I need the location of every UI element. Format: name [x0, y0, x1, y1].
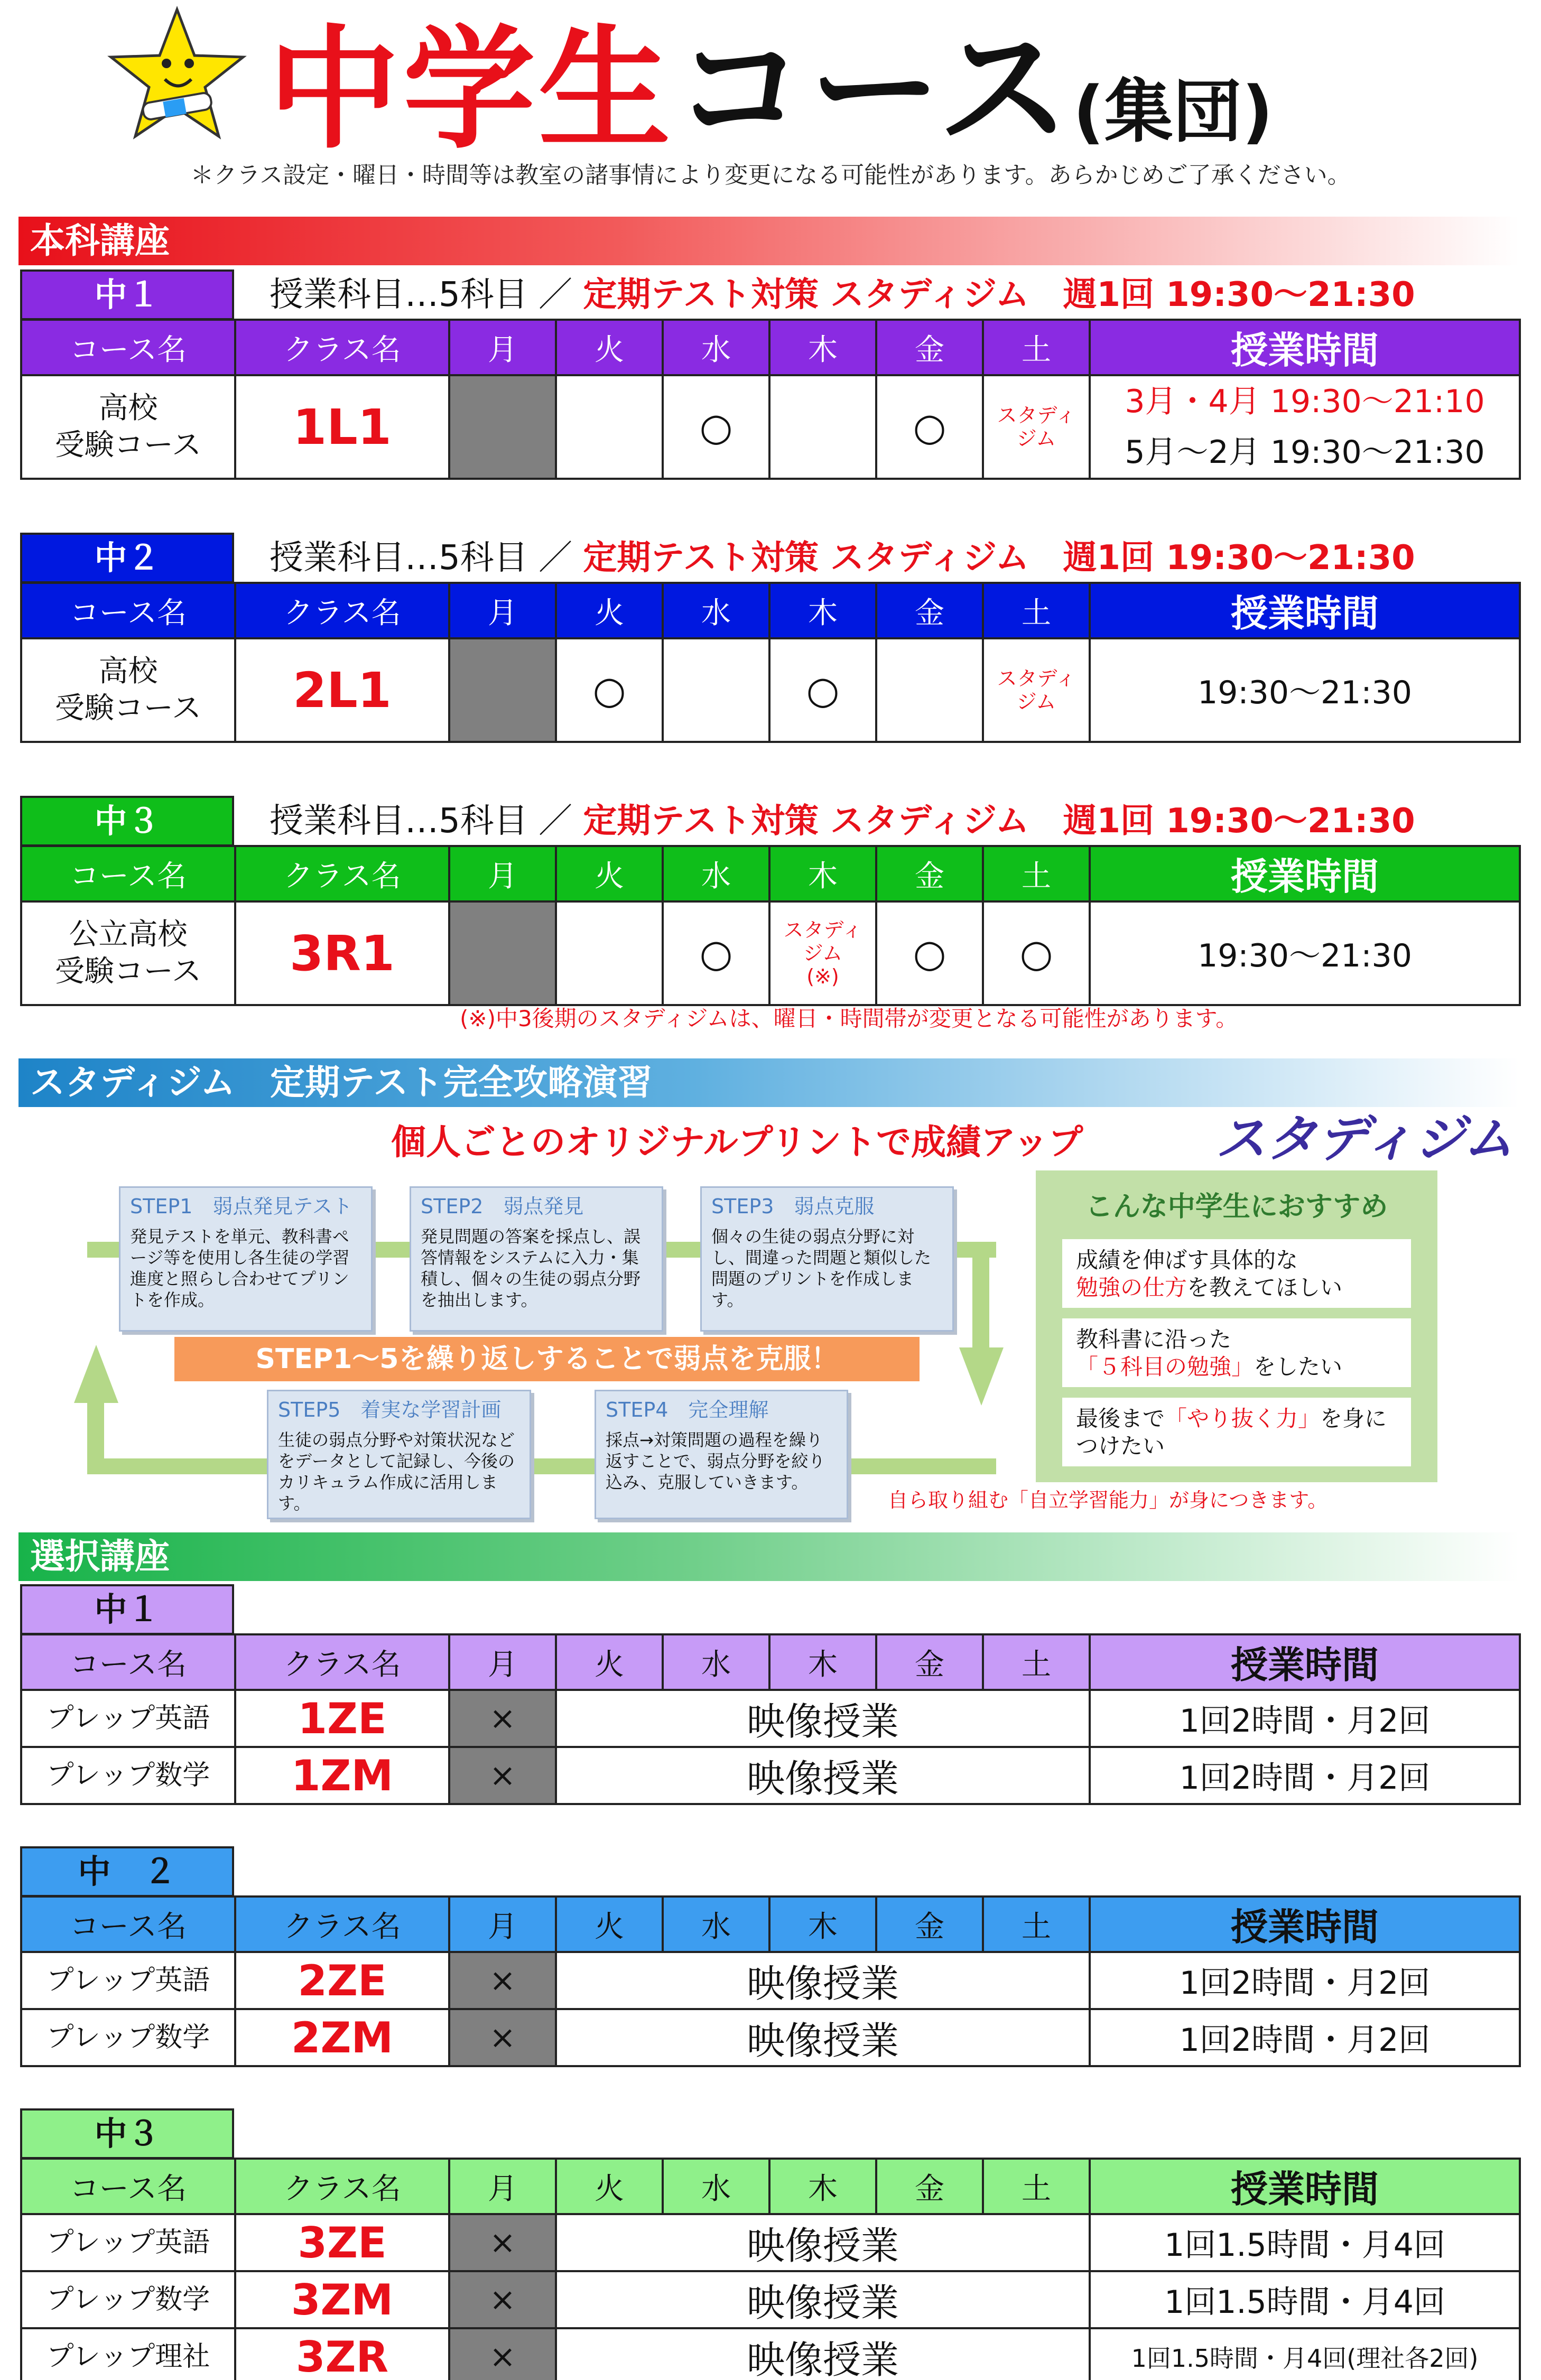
header-thu: 木	[769, 320, 876, 375]
header-fri: 金	[876, 320, 983, 375]
course-name: プレップ数学	[21, 1747, 235, 1804]
video-lesson: 映像授業	[556, 1747, 1090, 1804]
video-lesson: 映像授業	[556, 2214, 1090, 2271]
section-banner-elective: 選択講座	[18, 1532, 1519, 1581]
step1-title: STEP1 弱点発見テスト	[130, 1195, 352, 1218]
step2-box	[410, 1186, 663, 1332]
header-thu: 木	[769, 1634, 876, 1690]
studigym-logo: スタディジム	[1215, 1109, 1514, 1168]
grade-label-2: 中２	[20, 533, 234, 583]
class-name: 3R1	[235, 901, 449, 1005]
class-name: 2ZE	[235, 1952, 449, 2009]
elective-table-grade2	[20, 1895, 1521, 2067]
grade2-info: 授業科目…5科目 ／ 定期テスト対策 スタディジム 週1回 19:30〜21:30	[270, 538, 1415, 578]
class-name: 2L1	[235, 638, 449, 742]
header-sat: 土	[983, 320, 1090, 375]
day-sat-cell: ○	[983, 901, 1090, 1005]
header-wed: 水	[663, 320, 769, 375]
elective-grade-label-2: 中 ２	[20, 1846, 234, 1897]
day-wed-cell: ○	[663, 901, 769, 1005]
loop-bottom	[87, 1458, 996, 1474]
class-name: 1L1	[235, 375, 449, 479]
elective-table-grade1	[20, 1633, 1521, 1805]
recommend-panel	[1036, 1170, 1437, 1482]
step5-body: 生徒の弱点分野や対策状況などをデータとして記録し、今後のカリキュラム作成に活用します。	[278, 1430, 515, 1513]
repeat-banner: STEP1〜5を繰り返しすることで弱点を克服！	[174, 1337, 920, 1381]
day-fri-cell	[876, 638, 983, 742]
video-lesson: 映像授業	[556, 1952, 1090, 2009]
header-class: クラス名	[235, 1896, 449, 1952]
header-sat: 土	[983, 1634, 1090, 1690]
day-mon-cell: ×	[449, 2271, 556, 2328]
class-time: 1回2時間・月2回	[1090, 1952, 1520, 2009]
header-class: クラス名	[235, 320, 449, 375]
video-lesson: 映像授業	[556, 2328, 1090, 2380]
header-fri: 金	[876, 1634, 983, 1690]
studigym-bottom-note: 自ら取り組む「自立学習能力」が身につきます。	[888, 1489, 1328, 1512]
step3-title: STEP3 弱点克服	[711, 1195, 875, 1218]
class-time: 1回2時間・月2回	[1090, 2009, 1520, 2066]
header-tue: 火	[556, 1634, 663, 1690]
loop-left	[87, 1395, 104, 1474]
grade-label-1: 中１	[20, 269, 234, 320]
course-name: 公立高校 受験コース	[21, 901, 235, 1005]
course-name: プレップ数学	[21, 2271, 235, 2328]
grade-label-3: 中３	[20, 796, 234, 847]
class-name: 1ZM	[235, 1747, 449, 1804]
day-mon-cell: ×	[449, 1690, 556, 1747]
class-time: 1回1.5時間・月4回(理社各2回)	[1090, 2328, 1520, 2380]
recommend-item: 成績を伸ばす具体的な 勉強の仕方を教えてほしい	[1062, 1239, 1411, 1308]
main-table-grade2	[20, 582, 1521, 743]
section-banner-studigym: スタディジム 定期テスト完全攻略演習	[18, 1058, 1519, 1107]
day-tue-cell	[556, 901, 663, 1005]
course-name: プレップ数学	[21, 2009, 235, 2066]
header-class: クラス名	[235, 846, 449, 901]
header-thu: 木	[769, 846, 876, 901]
day-mon-cell	[449, 375, 556, 479]
header-mon: 月	[449, 2159, 556, 2214]
course-name: プレップ英語	[21, 1952, 235, 2009]
day-tue-cell: ○	[556, 638, 663, 742]
main-table-grade3	[20, 845, 1521, 1006]
recommend-title: こんな中学生におすすめ	[1085, 1191, 1388, 1223]
header-mon: 月	[449, 583, 556, 638]
class-time: 19:30〜21:30	[1090, 638, 1520, 742]
step2-title: STEP2 弱点発見	[421, 1195, 584, 1218]
recommend-item: 教科書に沿った 「５科目の勉強」をしたい	[1062, 1318, 1411, 1387]
header-time: 授業時間	[1090, 583, 1520, 638]
step4-body: 採点→対策問題の過程を繰り返すことで、弱点分野を絞り込み、克服していきます。	[606, 1430, 825, 1492]
course-name: プレップ英語	[21, 1690, 235, 1747]
section-banner-main: 本科講座	[18, 217, 1519, 265]
header-sat: 土	[983, 1896, 1090, 1952]
day-wed-cell	[663, 638, 769, 742]
header-wed: 水	[663, 846, 769, 901]
day-mon-cell	[449, 901, 556, 1005]
class-name: 2ZM	[235, 2009, 449, 2066]
course-name: 高校 受験コース	[21, 375, 235, 479]
step4-title: STEP4 完全理解	[606, 1398, 769, 1421]
header-wed: 水	[663, 2159, 769, 2214]
header-course: コース名	[21, 2159, 235, 2214]
page-title: 中学生コース(集団)	[267, 13, 1274, 166]
day-mon-cell	[449, 638, 556, 742]
header-tue: 火	[556, 846, 663, 901]
grade3-footnote: (※)中3後期のスタディジムは、曜日・時間帯が変更となる可能性があります。	[460, 1006, 1238, 1031]
step1-body: 発見テストを単元、教科書ページ等を使用し各生徒の学習進度と照らし合わせてプリントを作成。	[130, 1226, 350, 1310]
header-time: 授業時間	[1090, 320, 1520, 375]
step3-box	[700, 1186, 954, 1332]
day-sat-cell: スタディ ジム	[983, 375, 1090, 479]
header-sat: 土	[983, 2159, 1090, 2214]
header-fri: 金	[876, 2159, 983, 2214]
step3-body: 個々の生徒の弱点分野に対し、間違った問題と類似した問題のプリントを作成します。	[711, 1226, 932, 1310]
step2-body: 発見問題の答案を採点し、誤答情報をシステムに入力・集積し、個々の生徒の弱点分野を抽出します。	[421, 1226, 641, 1310]
header-tue: 火	[556, 320, 663, 375]
header-thu: 木	[769, 2159, 876, 2214]
recommend-item: 最後まで「やり抜く力」を身につけたい	[1062, 1398, 1411, 1466]
class-time: 19:30〜21:30	[1090, 901, 1520, 1005]
header-time: 授業時間	[1090, 846, 1520, 901]
header-wed: 水	[663, 583, 769, 638]
notice-text: ＊クラス設定・曜日・時間等は教室の諸事情により変更になる可能性があります。あらかじめご了承ください。	[190, 162, 1351, 189]
header-mon: 月	[449, 1634, 556, 1690]
day-mon-cell: ×	[449, 2328, 556, 2380]
header-wed: 水	[663, 1896, 769, 1952]
video-lesson: 映像授業	[556, 2271, 1090, 2328]
header-tue: 火	[556, 583, 663, 638]
header-mon: 月	[449, 320, 556, 375]
header-mon: 月	[449, 1896, 556, 1952]
header-class: クラス名	[235, 2159, 449, 2214]
header-time: 授業時間	[1090, 1634, 1520, 1690]
elective-table-grade3	[20, 2158, 1521, 2380]
header-class: クラス名	[235, 583, 449, 638]
day-tue-cell	[556, 375, 663, 479]
grade3-info: 授業科目…5科目 ／ 定期テスト対策 スタディジム 週1回 19:30〜21:30	[270, 802, 1415, 841]
header-fri: 金	[876, 846, 983, 901]
loop-right	[972, 1242, 989, 1353]
class-time: 1回1.5時間・月4回	[1090, 2271, 1520, 2328]
step5-box	[267, 1390, 531, 1519]
header-course: コース名	[21, 1896, 235, 1952]
header-course: コース名	[21, 320, 235, 375]
day-mon-cell: ×	[449, 1952, 556, 2009]
grade1-info: 授業科目…5科目 ／ 定期テスト対策 スタディジム 週1回 19:30〜21:30	[270, 275, 1415, 314]
day-wed-cell: ○	[663, 375, 769, 479]
day-fri-cell: ○	[876, 375, 983, 479]
class-name: 3ZM	[235, 2271, 449, 2328]
studigym-subtitle: 個人ごとのオリジナルプリントで成績アップ	[391, 1122, 1083, 1163]
header-tue: 火	[556, 1896, 663, 1952]
class-name: 3ZE	[235, 2214, 449, 2271]
elective-grade-label-3: 中３	[20, 2108, 234, 2159]
course-name: プレップ理社	[21, 2328, 235, 2380]
course-name: プレップ英語	[21, 2214, 235, 2271]
header-fri: 金	[876, 583, 983, 638]
header-fri: 金	[876, 1896, 983, 1952]
day-sat-cell: スタディ ジム	[983, 638, 1090, 742]
header-thu: 木	[769, 583, 876, 638]
header-thu: 木	[769, 1896, 876, 1952]
day-fri-cell: ○	[876, 901, 983, 1005]
step1-box	[119, 1186, 373, 1332]
elective-grade-label-1: 中１	[20, 1584, 234, 1635]
day-mon-cell: ×	[449, 1747, 556, 1804]
class-time: 1回2時間・月2回	[1090, 1747, 1520, 1804]
header-course: コース名	[21, 583, 235, 638]
header-tue: 火	[556, 2159, 663, 2214]
header-course: コース名	[21, 1634, 235, 1690]
header-course: コース名	[21, 846, 235, 901]
header-sat: 土	[983, 583, 1090, 638]
class-time: 1回2時間・月2回	[1090, 1690, 1520, 1747]
day-thu-cell: スタディ ジム (※)	[769, 901, 876, 1005]
arrow-up-icon	[74, 1345, 118, 1403]
step4-box	[595, 1390, 848, 1519]
step5-title: STEP5 着実な学習計画	[278, 1398, 502, 1421]
class-name: 3ZR	[235, 2328, 449, 2380]
header-mon: 月	[449, 846, 556, 901]
arrow-down-icon	[959, 1347, 1004, 1406]
header-wed: 水	[663, 1634, 769, 1690]
video-lesson: 映像授業	[556, 2009, 1090, 2066]
day-thu-cell: ○	[769, 638, 876, 742]
class-name: 1ZE	[235, 1690, 449, 1747]
header-time: 授業時間	[1090, 2159, 1520, 2214]
class-time: 1回1.5時間・月4回	[1090, 2214, 1520, 2271]
day-thu-cell	[769, 375, 876, 479]
header-time: 授業時間	[1090, 1896, 1520, 1952]
main-table-grade1	[20, 319, 1521, 480]
header-sat: 土	[983, 846, 1090, 901]
course-name: 高校 受験コース	[21, 638, 235, 742]
video-lesson: 映像授業	[556, 1690, 1090, 1747]
day-mon-cell: ×	[449, 2214, 556, 2271]
day-mon-cell: ×	[449, 2009, 556, 2066]
header-class: クラス名	[235, 1634, 449, 1690]
class-time: 3月・4月 19:30〜21:10 5月〜2月 19:30〜21:30	[1090, 375, 1520, 479]
